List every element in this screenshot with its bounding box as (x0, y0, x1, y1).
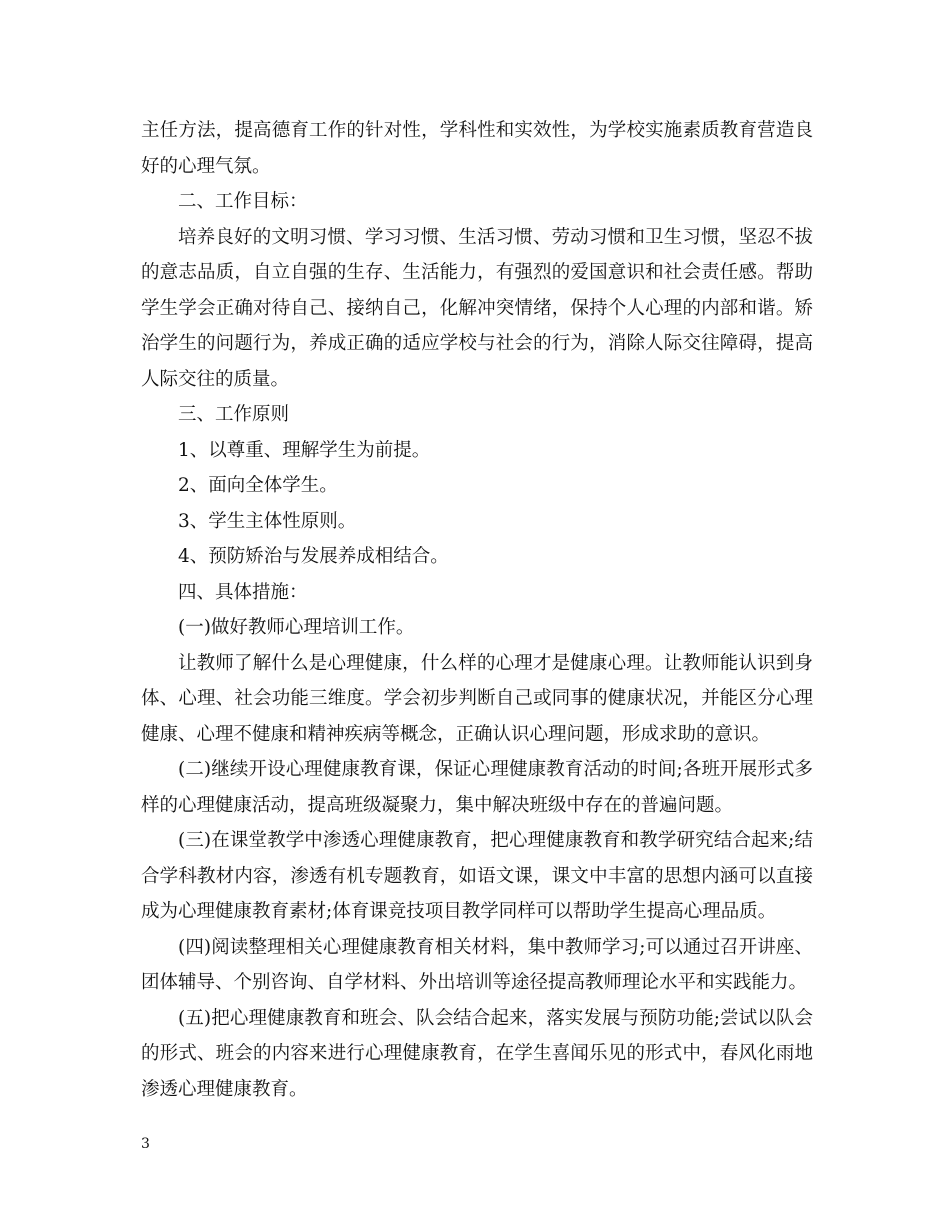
paragraph-measure-3: (三)在课堂教学中渗透心理健康教育，把心理健康教育和教学研究结合起来;结合学科教材内容，渗透有机专题教育，如语文课，课文中丰富的思想内涵可以直接成为心理健康教育素材;体育课竞技项目教学同样可以帮助学生提高心理品质。 (141, 830, 813, 922)
paragraph-continuation: 主任方法，提高德育工作的针对性，学科性和实效性，为学校实施素质教育营造良好的心理气氛。 (141, 120, 813, 177)
heading-specific-measures: 四、具体措施： (178, 581, 308, 603)
principle-item-1: 1、以尊重、理解学生为前提。 (178, 439, 431, 461)
page-number: 3 (141, 1136, 150, 1152)
paragraph-measure-4: (四)阅读整理相关心理健康教育相关材料，集中教师学习;可以通过召开讲座、团体辅导、个别咨询、自学材料、外出培训等途径提高教师理论水平和实践能力。 (141, 936, 813, 993)
paragraph-measure-5: (五)把心理健康教育和班会、队会结合起来，落实发展与预防功能;尝试以队会的形式、班会的内容来进行心理健康教育，在学生喜闻乐见的形式中，春风化雨地渗透心理健康教育。 (141, 1007, 813, 1100)
document-body (141, 113, 813, 1107)
heading-work-goals: 二、工作目标： (178, 191, 308, 212)
heading-work-principles: 三、工作原则 (178, 404, 290, 425)
measure-heading-1: (一)做好教师心理培训工作。 (178, 617, 415, 638)
paragraph-measure-2: (二)继续开设心理健康教育课，保证心理健康教育活动的时间;各班开展形式多样的心理健康活动，提高班级凝聚力，集中解决班级中存在的普遍问题。 (141, 759, 813, 816)
principle-item-3: 3、学生主体性原则。 (178, 510, 357, 532)
principle-item-2: 2、面向全体学生。 (178, 475, 338, 496)
paragraph-measure-1: 让教师了解什么是心理健康，什么样的心理才是健康心理。让教师能认识到身体、心理、社会功能三维度。学会初步判断自己或同事的健康状况，并能区分心理健康、心理不健康和精神疾病等概念，正确认识心理问题，形成求助的意识。 (141, 652, 813, 745)
paragraph-work-goals: 培养良好的文明习惯、学习习惯、生活习惯、劳动习惯和卫生习惯，坚忍不拔的意志品质，自立自强的生存、生活能力，有强烈的爱国意识和社会责任感。帮助学生学会正确对待自己、接纳自己，化解冲突情绪，保持个人心理的内部和谐。矫治学生的问题行为，养成正确的适应学校与社会的行为，消除人际交往障碍，提高人际交往的质量。 (141, 226, 813, 390)
principle-item-4: 4、预防矫治与发展养成相结合。 (178, 546, 449, 567)
